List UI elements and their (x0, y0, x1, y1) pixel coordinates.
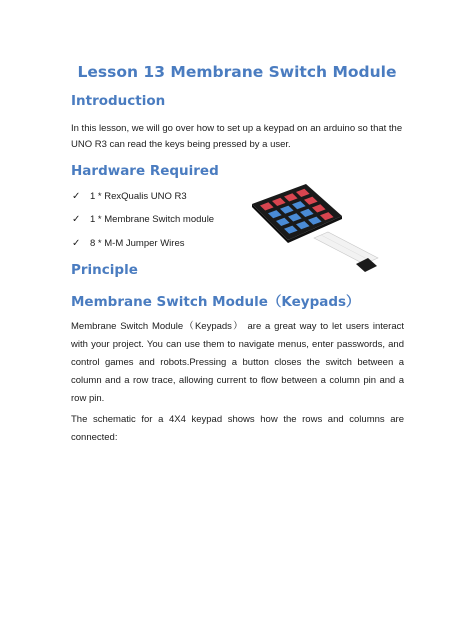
hardware-item-label: 8 * M-M Jumper Wires (90, 238, 185, 249)
keypad-image (244, 176, 382, 276)
membrane-paragraph-1: Membrane Switch Module（Keypads） are a great way to let users interact with your project. You can use them to navigate menus, enter passwords, and control games and robots.Pressing a button closes the switch between a column and a row trace, allowing current to flow between a column pin and a row pin. (71, 321, 404, 404)
page-title: Lesson 13 Membrane Switch Module (77, 63, 397, 81)
hardware-item-label: 1 * Membrane Switch module (90, 214, 215, 225)
principle-heading: Principle (71, 262, 138, 278)
hardware-item-label: 1 * RexQualis UNO R3 (90, 191, 187, 202)
hardware-list-item (72, 214, 214, 225)
hardware-heading: Hardware Required (71, 163, 219, 179)
hardware-list-item (72, 191, 187, 202)
check-icon: ✓ (72, 191, 81, 202)
hardware-list-item (72, 238, 184, 249)
membrane-paragraph-2: The schematic for a 4X4 keypad shows how the rows and columns are connected: (71, 414, 404, 443)
introduction-line-2: UNO R3 can read the keys being pressed by a user. (71, 139, 291, 150)
introduction-heading: Introduction (71, 93, 166, 109)
check-icon: ✓ (72, 214, 81, 225)
introduction-line-1: In this lesson, we will go over how to set up a keypad on an arduino so that the (71, 123, 403, 134)
check-icon: ✓ (72, 238, 81, 249)
membrane-heading: Membrane Switch Module（Keypads） (71, 294, 360, 310)
